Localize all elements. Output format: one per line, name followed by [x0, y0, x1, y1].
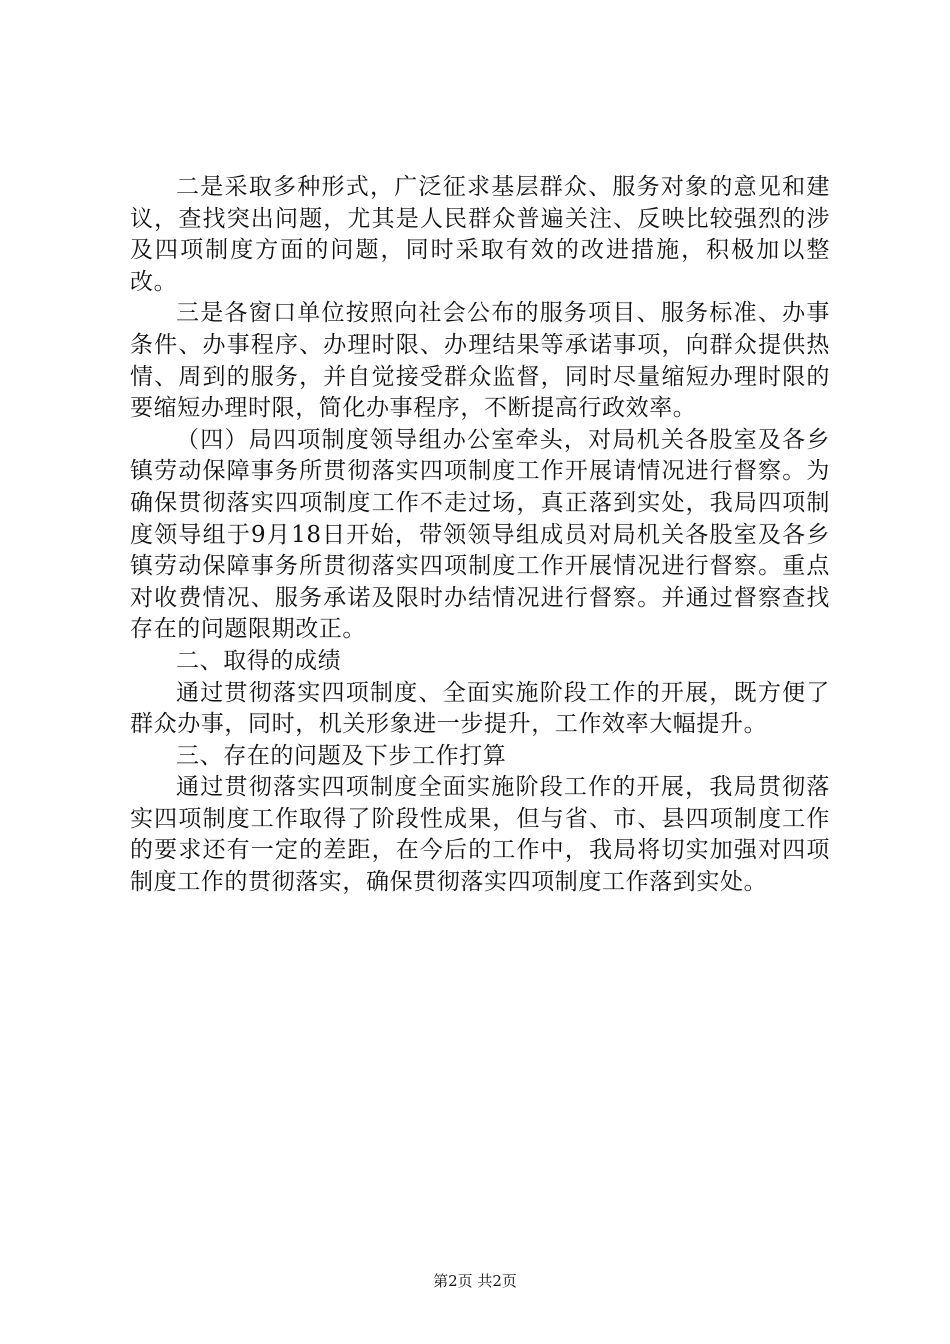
- paragraph-supervision: （四）局四项制度领导组办公室牵头，对局机关各股室及各乡镇劳动保障事务所贯彻落实四项制度工作开展请情况进行督察。为确保贯彻落实四项制度工作不走过场，真正落到实处，我局四项制度领导组于9月18日开始，带领领导组成员对局机关各股室及各乡镇劳动保障事务所贯彻落实四项制度工作开展情况进行督察。重点对收费情况、服务承诺及限时办结情况进行督察。并通过督察查找存在的问题限期改正。: [130, 426, 830, 643]
- section-heading-achievements: 二、取得的成绩: [176, 647, 342, 674]
- page-number: 第2页 共2页: [433, 1272, 517, 1290]
- page-footer: [0, 1271, 950, 1291]
- section-heading-problems: 三、存在的问题及下步工作打算: [176, 742, 507, 769]
- paragraph-problems: 通过贯彻落实四项制度全面实施阶段工作的开展，我局贯彻落实四项制度工作取得了阶段性成果，但与省、市、县四项制度工作的要求还有一定的差距，在今后的工作中，我局将切实加强对四项制度工作的贯彻落实，确保贯彻落实四项制度工作落到实处。: [130, 774, 830, 896]
- paragraph-measure-three: 三是各窗口单位按照向社会公布的服务项目、服务标准、办事条件、办事程序、办理时限、办理结果等承诺事项，向群众提供热情、周到的服务，并自觉接受群众监督，同时尽量缩短办理时限的要缩短办理时限，简化办事程序，不断提高行政效率。: [130, 300, 830, 422]
- paragraph-achievements: 通过贯彻落实四项制度、全面实施阶段工作的开展，既方便了群众办事，同时，机关形象进一步提升，工作效率大幅提升。: [130, 679, 830, 738]
- paragraph-measure-two: 二是采取多种形式，广泛征求基层群众、服务对象的意见和建议，查找突出问题，尤其是人民群众普遍关注、反映比较强烈的涉及四项制度方面的问题，同时采取有效的改进措施，积极加以整改。: [130, 174, 830, 295]
- document-body: [130, 172, 830, 899]
